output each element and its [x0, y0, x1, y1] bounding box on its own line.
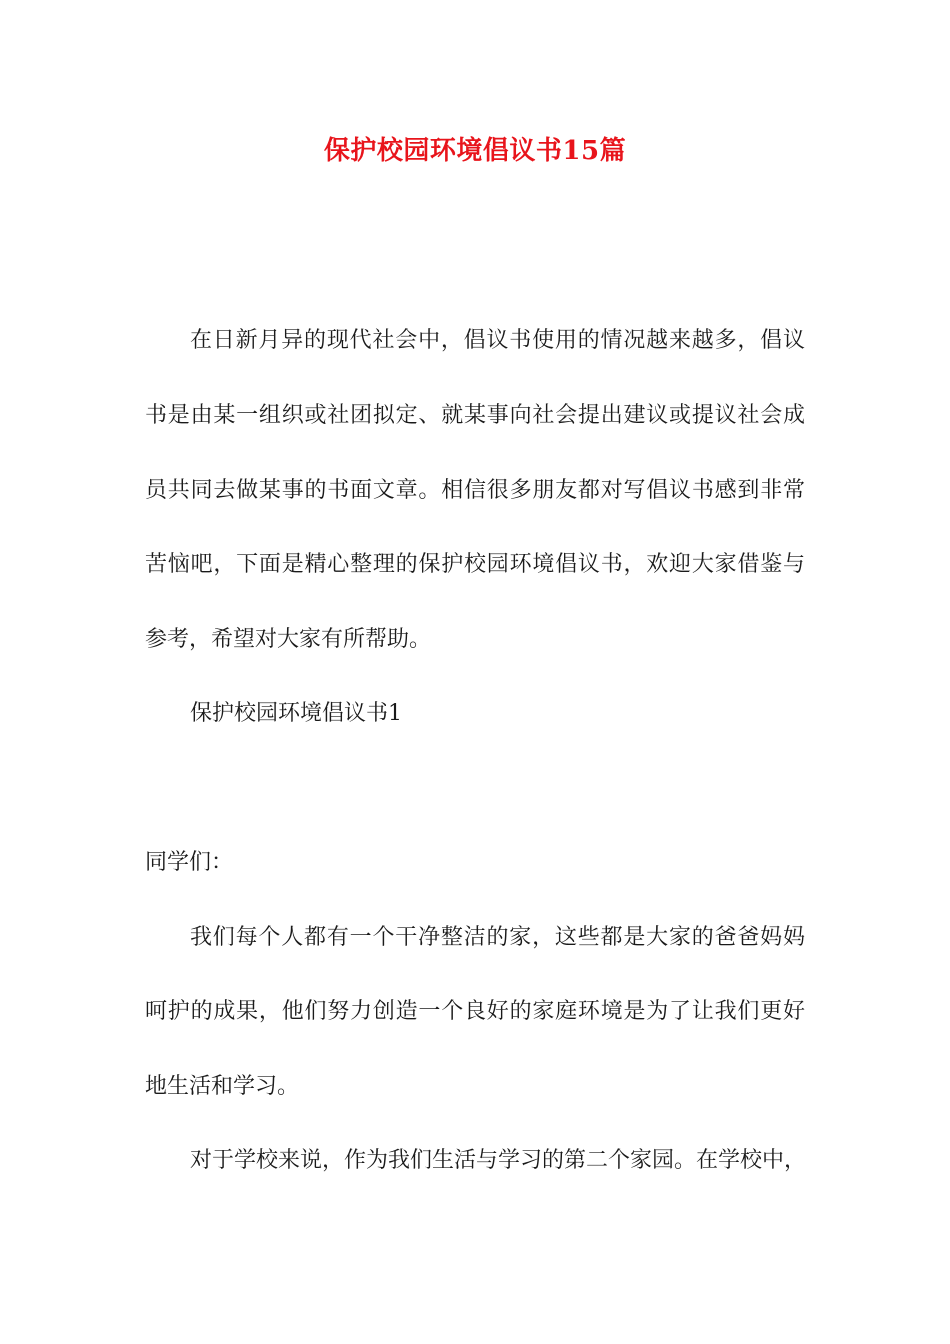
section-heading: 保护校园环境倡议书1 [190, 701, 402, 726]
intro-line-4: 苦恼吧，下面是精心整理的保护校园环境倡议书，欢迎大家借鉴与 [145, 552, 805, 577]
para2-line-1: 对于学校来说，作为我们生活与学习的第二个家园。在学校中， [190, 1148, 807, 1173]
intro-line-3: 员共同去做某事的书面文章。相信很多朋友都对写倡议书感到非常 [145, 478, 805, 503]
intro-line-1: 在日新月异的现代社会中，倡议书使用的情况越来越多，倡议 [190, 328, 805, 353]
intro-line-2: 书是由某一组织或社团拟定、就某事向社会提出建议或提议社会成 [145, 403, 805, 428]
salutation: 同学们： [145, 850, 234, 875]
intro-line-5: 参考，希望对大家有所帮助。 [145, 627, 432, 652]
para1-line-3: 地生活和学习。 [145, 1074, 300, 1099]
document-title: 保护校园环境倡议书15篇 [323, 136, 627, 166]
para1-line-1: 我们每个人都有一个干净整洁的家，这些都是大家的爸爸妈妈 [190, 925, 805, 950]
para1-line-2: 呵护的成果，他们努力创造一个良好的家庭环境是为了让我们更好 [145, 999, 805, 1024]
